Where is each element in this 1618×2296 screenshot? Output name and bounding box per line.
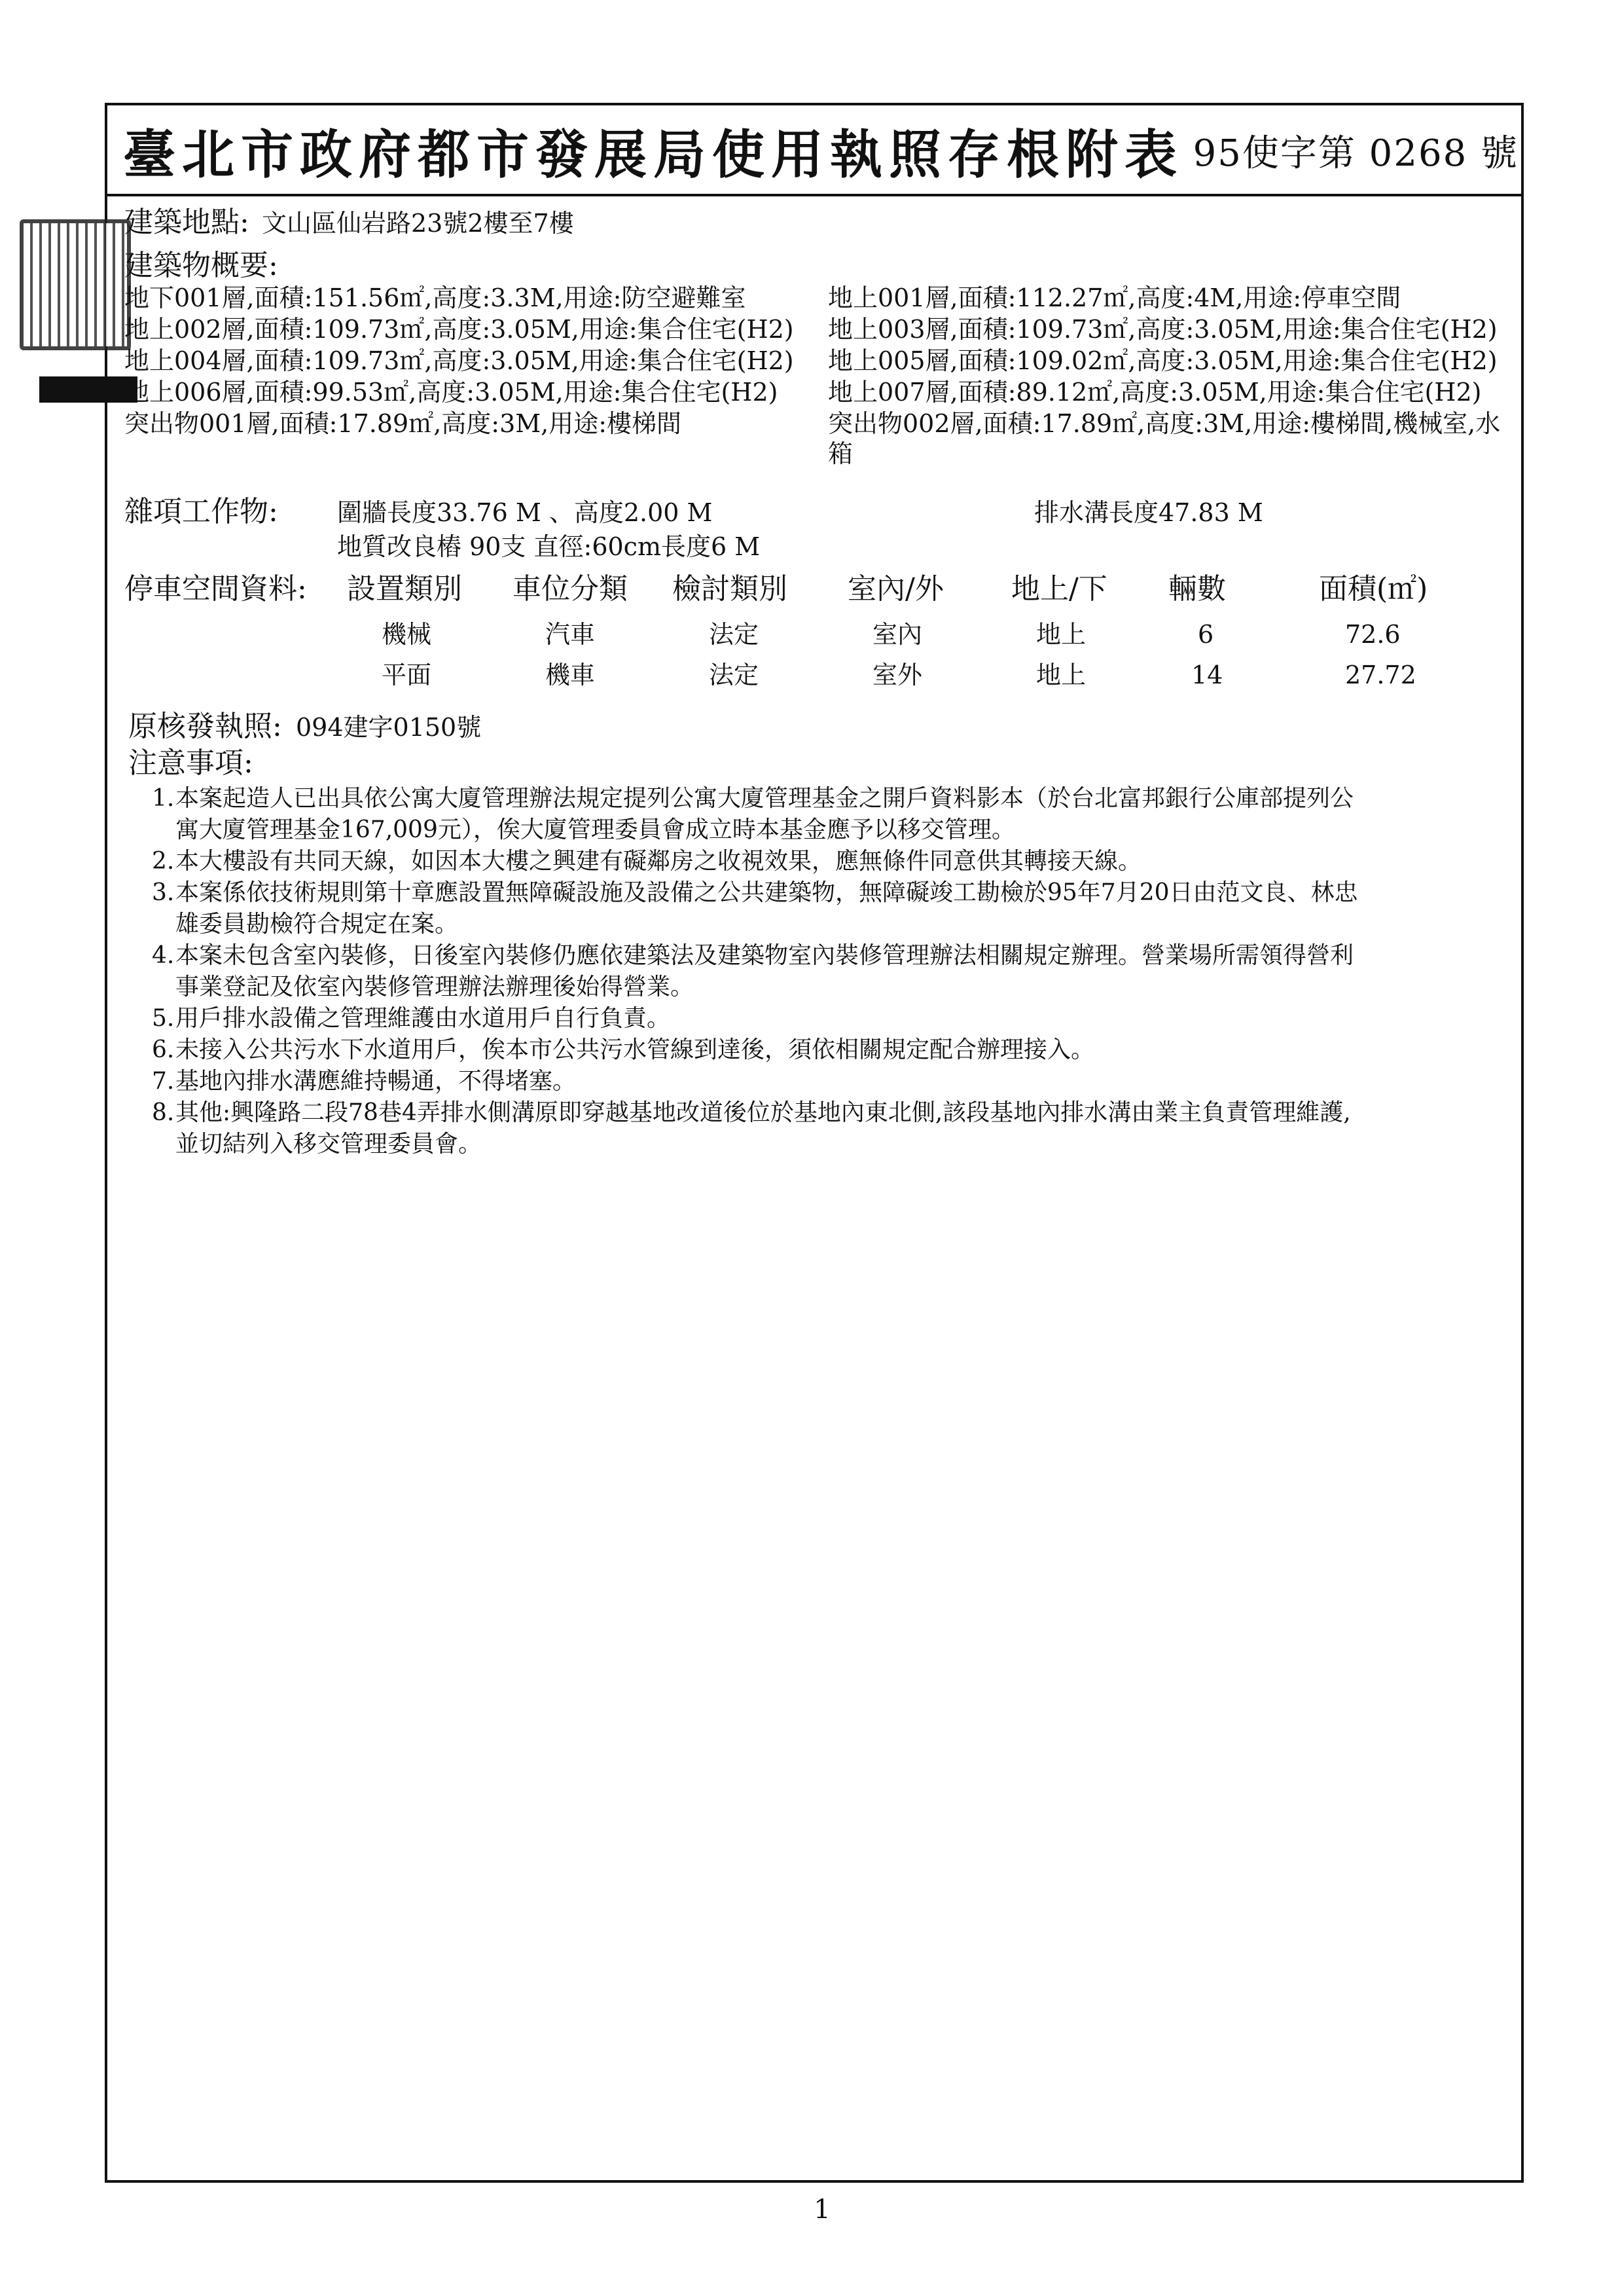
parking-row-1-level: 地上 (1036, 620, 1087, 649)
parking-header-area: 面積(㎡) (1319, 572, 1428, 606)
parking-row-2-review: 法定 (709, 661, 759, 689)
note-text (175, 1003, 1520, 1034)
overview-right-6: 箱 (828, 439, 854, 468)
parking-row-2-area: 27.72 (1345, 661, 1416, 689)
parking-header-class: 車位分類 (512, 572, 628, 606)
note-number: 2. (152, 848, 175, 875)
misc-works-line-1: 圍牆長度33.76 M 、高度2.00 M (337, 498, 713, 527)
note-text (175, 877, 1520, 940)
document-title: 臺北市政府都市發展局使用執照存根附表 (123, 124, 1183, 185)
notes-label: 注意事項: (128, 746, 253, 780)
overview-right-2: 地上003層,面積:109.73㎡,高度:3.05M,用途:集合住宅(H2) (828, 315, 1498, 344)
note-item (152, 1034, 1520, 1066)
note-line: 未接入公共污水下水道用戶，俟本市公共污水管線到達後，須依相關規定配合辦理接入。 (175, 1036, 1095, 1063)
parking-row-1-indoor: 室內 (872, 620, 923, 649)
overview-left-2: 地上002層,面積:109.73㎡,高度:3.05M,用途:集合住宅(H2) (124, 315, 794, 344)
note-item (152, 1097, 1520, 1160)
note-number: 4. (152, 942, 175, 969)
note-text (175, 1066, 1520, 1097)
parking-header-review: 檢討類別 (672, 572, 787, 606)
note-text (175, 940, 1520, 1003)
note-line: 本案起造人已出具依公寓大廈管理辦法規定提列公寓大廈管理基金之開戶資料影本（於台北富邦銀行公庫部提列公 (175, 785, 1354, 812)
note-item (152, 877, 1520, 940)
parking-row-1-area: 72.6 (1345, 620, 1401, 649)
overview-left-3: 地上004層,面積:109.73㎡,高度:3.05M,用途:集合住宅(H2) (124, 346, 794, 375)
note-line: 本大樓設有共同天線，如因本大樓之興建有礙鄰房之收視效果，應無條件同意供其轉接天線。 (175, 848, 1142, 875)
note-item (152, 1003, 1520, 1034)
original-permit-value: 094建字0150號 (296, 713, 482, 742)
parking-label: 停車空間資料: (124, 572, 307, 606)
parking-header-indoor: 室內/外 (848, 572, 944, 606)
note-line: 用戶排水設備之管理維護由水道用戶自行負責。 (175, 1005, 671, 1032)
parking-row-1-class: 汽車 (545, 620, 596, 649)
parking-header-type: 設置類別 (347, 572, 462, 606)
note-number: 7. (152, 1068, 175, 1095)
notes-list (152, 783, 1520, 1160)
note-item (152, 940, 1520, 1003)
misc-works-label: 雜項工作物: (124, 495, 278, 528)
misc-works-line-2: 地質改良樁 90支 直徑:60cm長度6 M (337, 532, 761, 561)
parking-row-1-review: 法定 (709, 620, 759, 649)
official-seal-stamp (20, 219, 131, 350)
site-label: 建築地點: (124, 206, 249, 239)
note-number: 3. (152, 879, 175, 906)
overview-left-4: 地上006層,面積:99.53㎡,高度:3.05M,用途:集合住宅(H2) (124, 378, 778, 407)
parking-row-2-class: 機車 (545, 661, 596, 689)
overview-right-3: 地上005層,面積:109.02㎡,高度:3.05M,用途:集合住宅(H2) (828, 346, 1498, 375)
note-line: 其他:興隆路二段78巷4弄排水側溝原即穿越基地改道後位於基地內東北側,該段基地內排水溝由業主負責管理維護, (175, 1099, 1351, 1126)
parking-header-count: 輛數 (1168, 572, 1226, 606)
parking-row-2-type: 平面 (382, 661, 432, 689)
note-line: 基地內排水溝應維持暢通，不得堵塞。 (175, 1068, 577, 1095)
note-number: 1. (152, 785, 175, 812)
note-line: 事業登記及依室內裝修管理辦法辦理後始得營業。 (175, 974, 694, 1000)
parking-row-1-type: 機械 (382, 620, 432, 649)
note-text (175, 846, 1520, 877)
overview-right-4: 地上007層,面積:89.12㎡,高度:3.05M,用途:集合住宅(H2) (828, 378, 1482, 407)
parking-row-2-indoor: 室外 (872, 661, 923, 689)
site-value: 文山區仙岩路23號2樓至7樓 (262, 209, 574, 238)
note-line: 寓大廈管理基金167,009元），俟大廈管理委員會成立時本基金應予以移交管理。 (175, 816, 1015, 843)
note-number: 8. (152, 1099, 175, 1126)
title-divider (105, 194, 1524, 196)
parking-header-level: 地上/下 (1011, 572, 1107, 606)
note-line: 本案未包含室內裝修，日後室內裝修仍應依建築法及建築物室內裝修管理辦法相關規定辦理。營業場所需領得營利 (175, 942, 1354, 969)
note-number: 6. (152, 1036, 175, 1063)
parking-row-1-count: 6 (1198, 620, 1214, 649)
note-text (175, 783, 1520, 846)
note-text (175, 1034, 1520, 1066)
page-number: 1 (814, 2195, 831, 2225)
note-line: 並切結列入移交管理委員會。 (175, 1131, 482, 1157)
note-item (152, 846, 1520, 877)
note-item (152, 1066, 1520, 1097)
overview-label: 建築物概要: (124, 249, 278, 282)
permit-number: 95使字第 0268 號 (1193, 132, 1519, 175)
misc-works-right: 排水溝長度47.83 M (1034, 498, 1263, 527)
note-number: 5. (152, 1005, 175, 1032)
overview-right-5: 突出物002層,面積:17.89㎡,高度:3M,用途:樓梯間,機械室,水 (828, 409, 1501, 438)
overview-left-1: 地下001層,面積:151.56㎡,高度:3.3M,用途:防空避難室 (124, 283, 746, 312)
overview-left-5: 突出物001層,面積:17.89㎡,高度:3M,用途:樓梯間 (124, 409, 682, 438)
parking-row-2-level: 地上 (1036, 661, 1087, 689)
note-line: 雄委員勘檢符合規定在案。 (175, 911, 459, 938)
parking-row-2-count: 14 (1191, 661, 1223, 689)
note-line: 本案係依技術規則第十章應設置無障礙設施及設備之公共建築物，無障礙竣工勘檢於95年7月20日由范文良、林忠 (175, 879, 1358, 906)
note-text (175, 1097, 1520, 1160)
redaction-bar (39, 376, 137, 403)
note-item (152, 783, 1520, 846)
overview-right-1: 地上001層,面積:112.27㎡,高度:4M,用途:停車空間 (828, 283, 1401, 312)
original-permit-label: 原核發執照: (128, 710, 282, 743)
